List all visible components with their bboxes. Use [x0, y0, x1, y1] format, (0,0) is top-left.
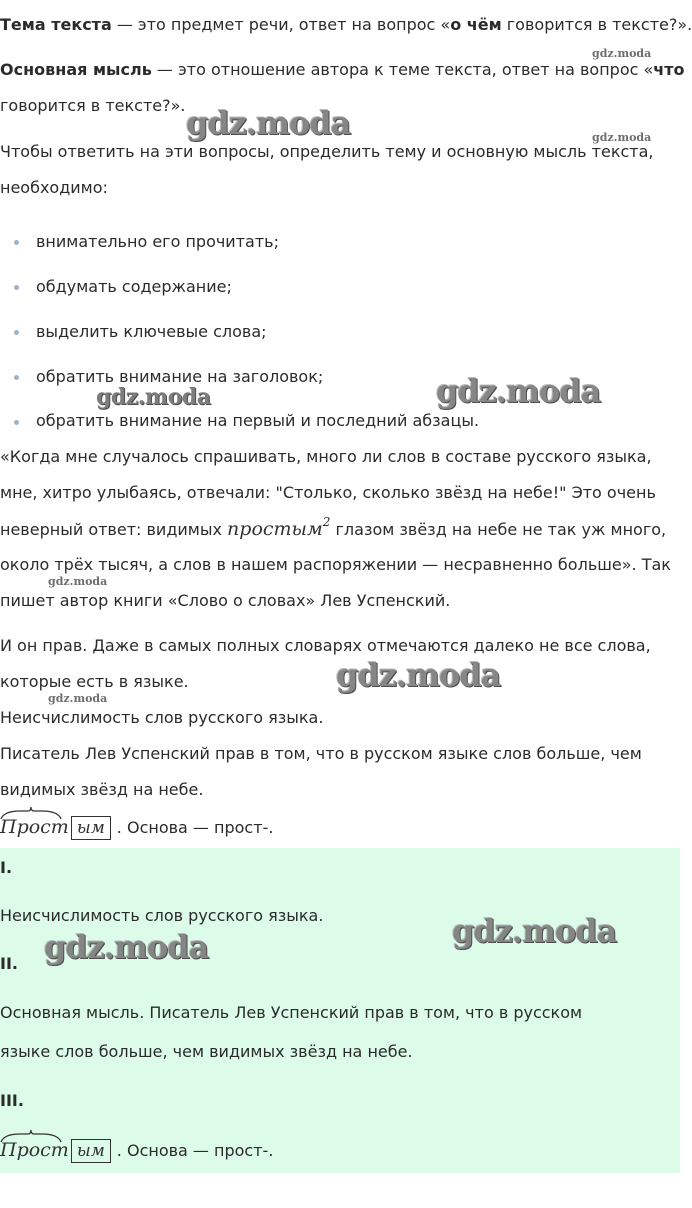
question-bold-what: что — [653, 60, 685, 79]
para2-line1: И он прав. Даже в самых полных словарях отмечаются далеко не все слова, — [0, 636, 651, 655]
answer-text-2-line1: Основная мысль. Писатель Лев Успенский прав в том, что в русском — [0, 1003, 583, 1022]
bullet-icon — [14, 330, 19, 335]
watermark: gdz.moda — [186, 104, 351, 142]
morpheme-note: . Основа — прост-. — [116, 818, 274, 837]
watermark: gdz.moda — [452, 912, 617, 950]
instructions-line1: Чтобы ответить на эти вопросы, определить тему и основную мысль текста, — [0, 142, 654, 161]
term-topic: Тема текста — [0, 15, 112, 34]
bullet-icon — [14, 420, 19, 425]
answer-text-1: Неисчислимость слов русского языка. — [0, 906, 324, 925]
answer-label-3: III. — [0, 1091, 24, 1110]
watermark: gdz.moda — [436, 372, 601, 410]
para2-line2: которые есть в языке. — [0, 672, 189, 691]
word-root — [0, 1139, 69, 1161]
bullet-icon — [14, 375, 19, 380]
morpheme-analysis — [0, 816, 273, 846]
word-root-text: Прост — [0, 1139, 69, 1161]
definition-main-idea-line2: говорится в тексте?». — [0, 96, 186, 115]
definition-main-idea-text-a: — это отношение автора к теме текста, ответ на вопрос « — [151, 60, 654, 79]
watermark: gdz.moda — [48, 692, 108, 705]
root-arc-icon — [0, 806, 62, 820]
definition-topic-text-a: — это предмет речи, ответ на вопрос « — [111, 15, 451, 34]
quote-line1: «Когда мне случалось спрашивать, много ли слов в составе русского языка, — [0, 447, 652, 466]
watermark: gdz.moda — [48, 575, 108, 588]
quote-line4: около трёх тысяч, а слов в нашем распоряжении — несравненно больше». Так — [0, 555, 671, 574]
list-item-text: обратить внимание на первый и последний абзацы. — [36, 411, 480, 430]
definition-topic — [0, 7, 692, 43]
quote-line3-a: неверный ответ: видимых — [0, 520, 228, 539]
watermark: gdz.moda — [336, 656, 501, 694]
definition-topic-text-b: говорится в тексте?». — [501, 15, 692, 34]
quote-line5: пишет автор книги «Слово о словах» Лев Успенский. — [0, 591, 451, 610]
answer-label-2: II. — [0, 954, 18, 973]
list-item-text: обдумать содержание; — [36, 277, 232, 296]
bullet-icon — [14, 240, 19, 245]
definition-main-idea — [0, 52, 685, 88]
watermark: gdz.moda — [592, 131, 652, 144]
instructions-line2: необходимо: — [0, 178, 108, 197]
root-arc-icon — [0, 1129, 62, 1143]
answer-label-1: I. — [0, 858, 13, 877]
watermark: gdz.moda — [592, 47, 652, 60]
bullet-icon — [14, 285, 19, 290]
quote-line2: мне, хитро улыбаясь, отвечали: "Столько, сколько звёзд на небе!" Это очень — [0, 483, 656, 502]
footnote-marker: 2 — [322, 515, 331, 529]
word-root — [0, 816, 69, 838]
highlighted-word: простым — [227, 518, 323, 540]
topic-line: Неисчислимость слов русского языка. — [0, 708, 324, 727]
word-root-text: Прост — [0, 816, 69, 838]
list-item-text: выделить ключевые слова; — [36, 322, 267, 341]
quote-line3-b: глазом звёзд на небе не так уж много, — [330, 520, 667, 539]
quote-line3 — [0, 511, 666, 547]
word-ending: ым — [71, 1139, 111, 1163]
word-ending: ым — [71, 816, 111, 840]
watermark: gdz.moda — [44, 928, 209, 966]
answer-morpheme-analysis — [0, 1139, 273, 1169]
question-bold: о чём — [450, 15, 502, 34]
main-idea-line2: видимых звёзд на небе. — [0, 780, 204, 799]
list-item-text: обратить внимание на заголовок; — [36, 367, 324, 386]
term-main-idea: Основная мысль — [0, 60, 152, 79]
morpheme-note: . Основа — прост-. — [116, 1141, 274, 1160]
answer-text-2-line2: языке слов больше, чем видимых звёзд на небе. — [0, 1042, 413, 1061]
main-idea-line1: Писатель Лев Успенский прав в том, что в русском языке слов больше, чем — [0, 744, 642, 763]
list-item-text: внимательно его прочитать; — [36, 232, 279, 251]
watermark: gdz.moda — [96, 384, 211, 410]
